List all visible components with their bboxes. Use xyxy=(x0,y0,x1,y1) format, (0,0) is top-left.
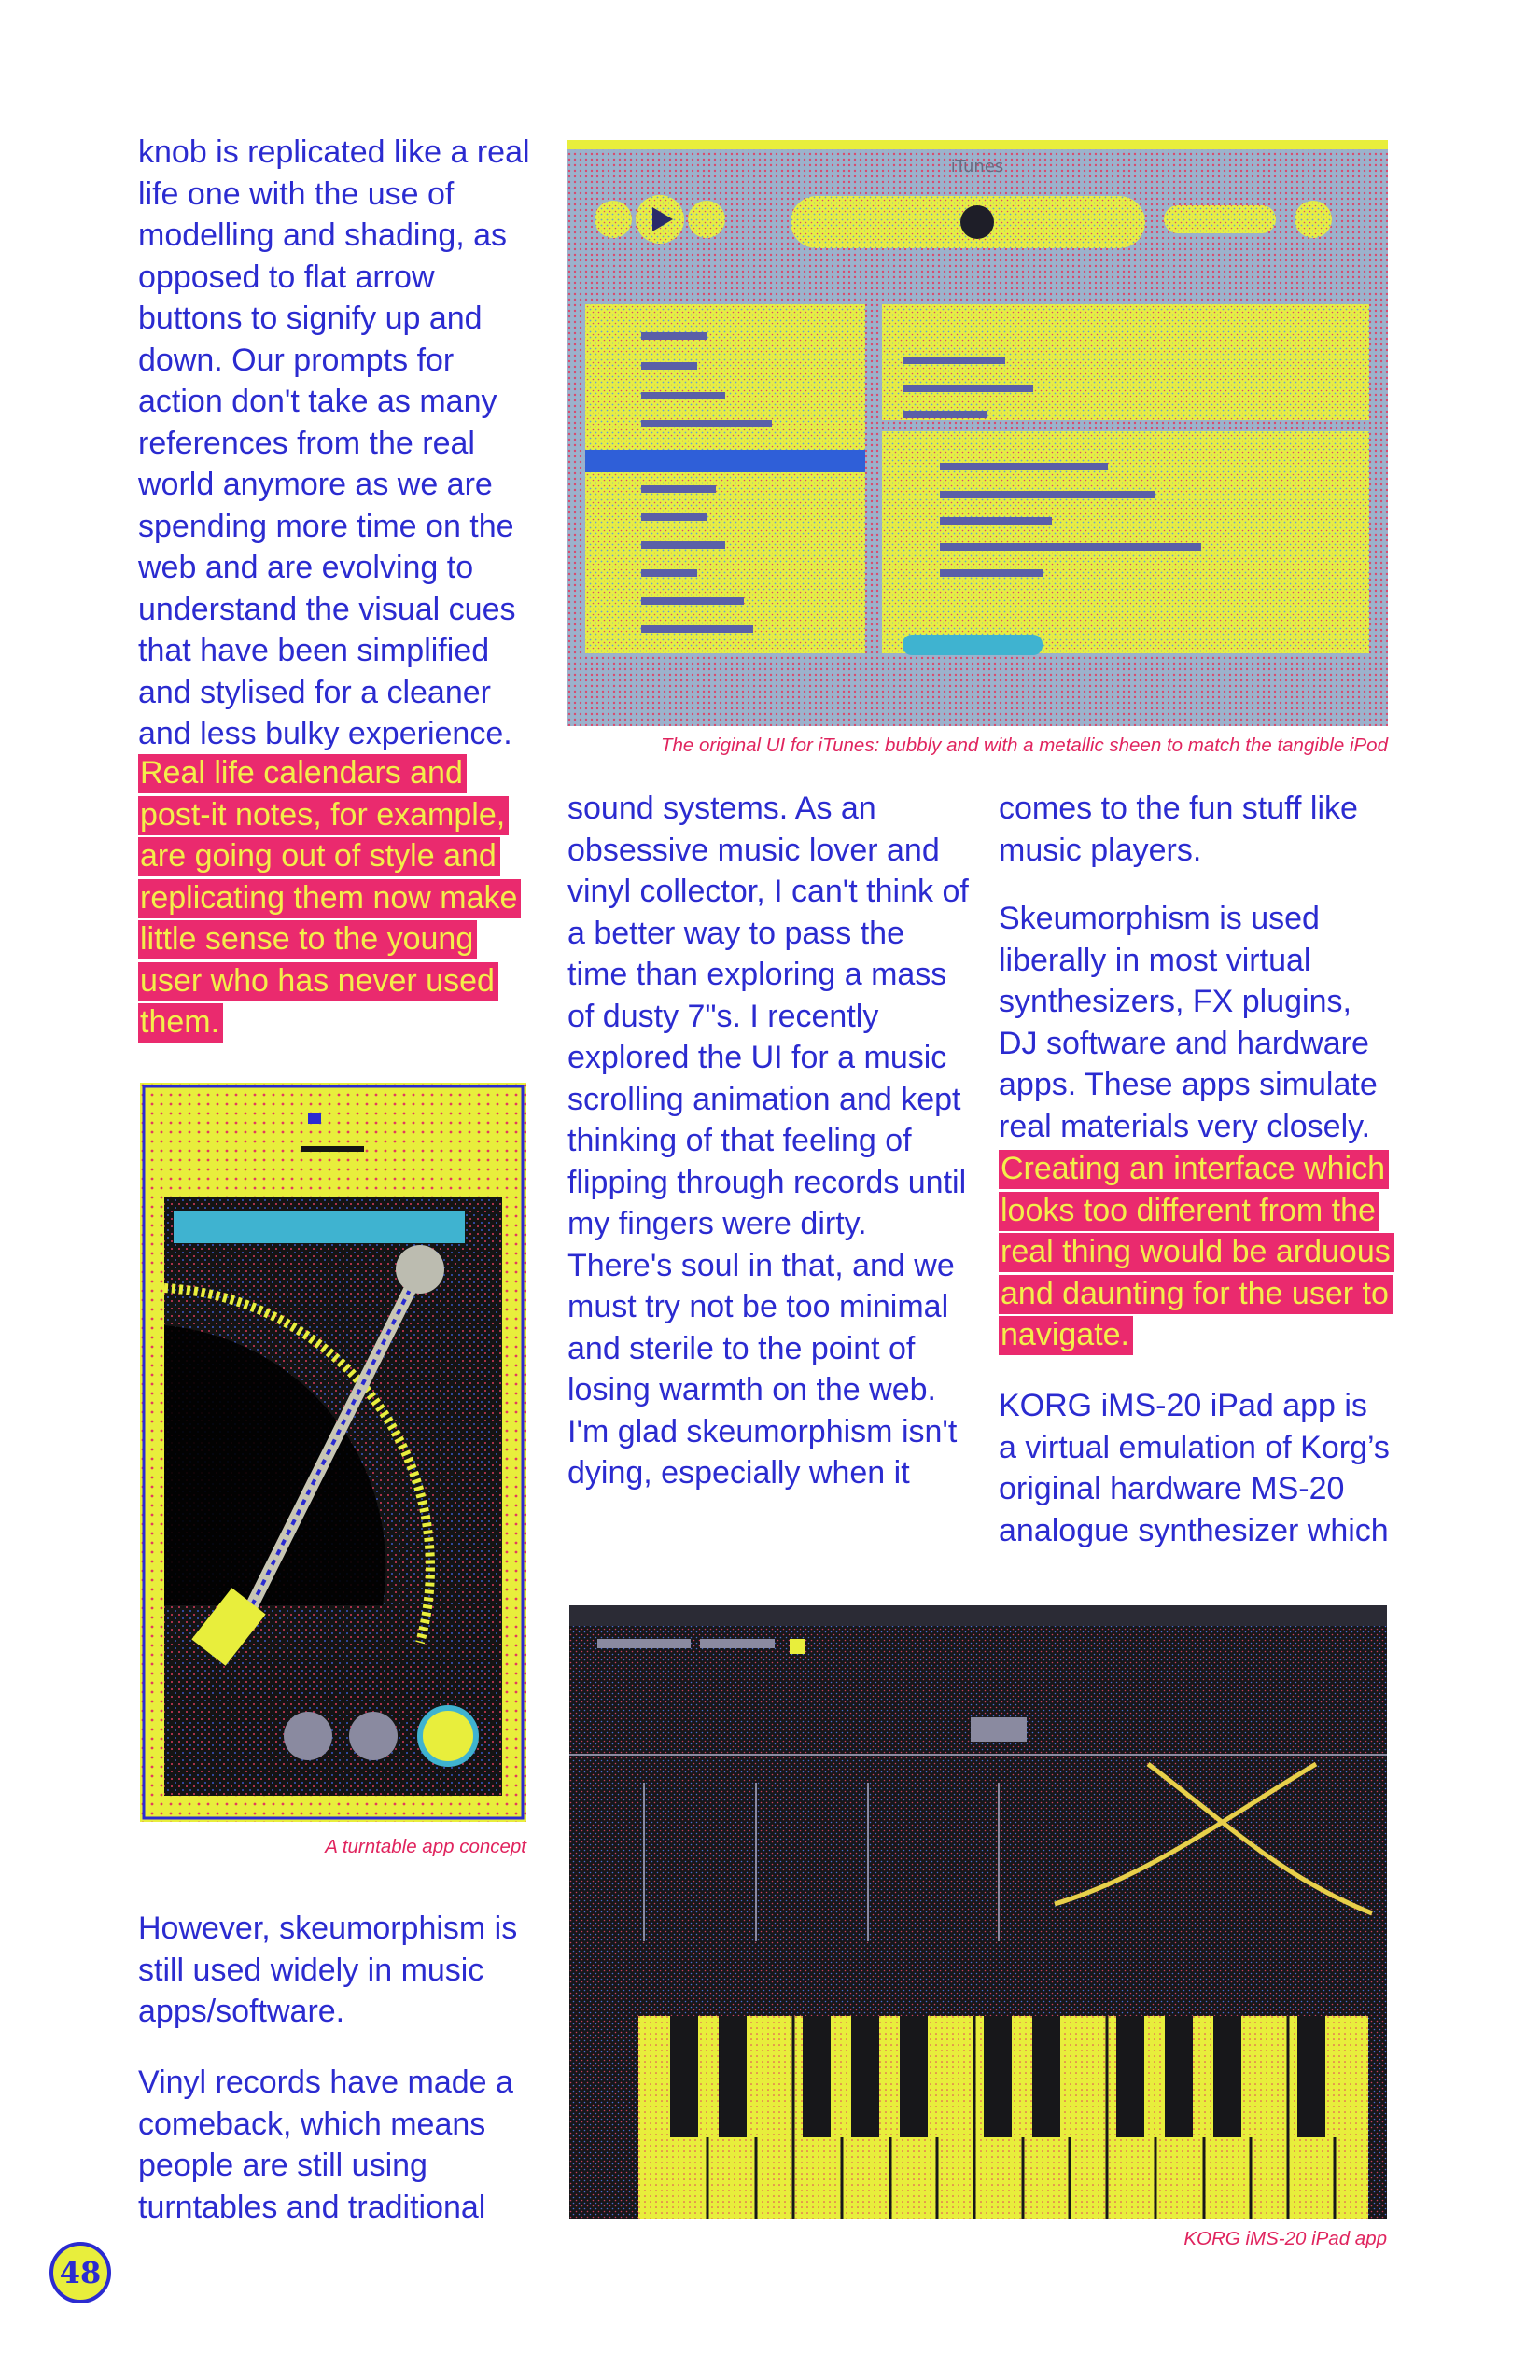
highlight-quote-interface xyxy=(999,1148,1391,1356)
highlight-quote-calendars-text: Real life calendars and post-it notes, for example, are going out of style and replicating them now make little sense to the young user who has never used them. xyxy=(138,754,521,1043)
turntable-caption: A turntable app concept xyxy=(325,1836,526,1857)
left-para-bottom-2: Vinyl records have made a comeback, which means people are still using turntables and traditional xyxy=(138,2065,513,2225)
itunes-ui-image xyxy=(567,140,1388,726)
left-para-bottom-1: However, skeumorphism is still used widely in music apps/software. xyxy=(138,1911,518,2029)
page-number: 48 xyxy=(49,2242,111,2303)
korg-ms20-image xyxy=(569,1605,1387,2219)
left-para-1: knob is replicated like a real life one with the use of modelling and shading, as opposed to flat arrow buttons to signify up and down. Our prompts for action don't take as many references from the real world anymore as we are spending more time on the web and are evolving to understand the visual cues that have been simplified and stylised for a cleaner and less bulky experience. xyxy=(138,134,530,751)
korg-caption: KORG iMS-20 iPad app xyxy=(1183,2228,1387,2249)
middle-para-1: sound systems. As an obsessive music lover and vinyl collector, I can't think of a better way to pass the time than exploring a mass of dusty 7"s. I recently explored the UI for a music scrolling animation and kept thinking of that feeling of flipping through records until my fingers were dirty. There's soul in that, and we must try not be too minimal and sterile to the point of losing warmth on the web. I'm glad skeumorphism isn't dying, especially when it xyxy=(567,791,969,1491)
right-para-1: comes to the fun stuff like music players. xyxy=(999,791,1358,868)
turntable-app-image xyxy=(140,1083,526,1822)
right-para-2: Skeumorphism is used liberally in most virtual synthesizers, FX plugins, DJ software and hardware apps. These apps simulate real materials very closely. xyxy=(999,901,1378,1144)
itunes-window-title: iTunes xyxy=(950,157,1004,176)
itunes-caption: The original UI for iTunes: bubbly and with a metallic sheen to match the tangible iPod xyxy=(660,735,1388,756)
right-para-3: KORG iMS-20 iPad app is a virtual emulation of Korg’s original hardware MS-20 analogue synthesizer which xyxy=(999,1388,1390,1548)
highlight-quote-calendars xyxy=(138,752,530,1043)
highlight-quote-interface-text: Creating an interface which looks too different from the real thing would be arduous and daunting for the user to navigate. xyxy=(999,1150,1394,1355)
